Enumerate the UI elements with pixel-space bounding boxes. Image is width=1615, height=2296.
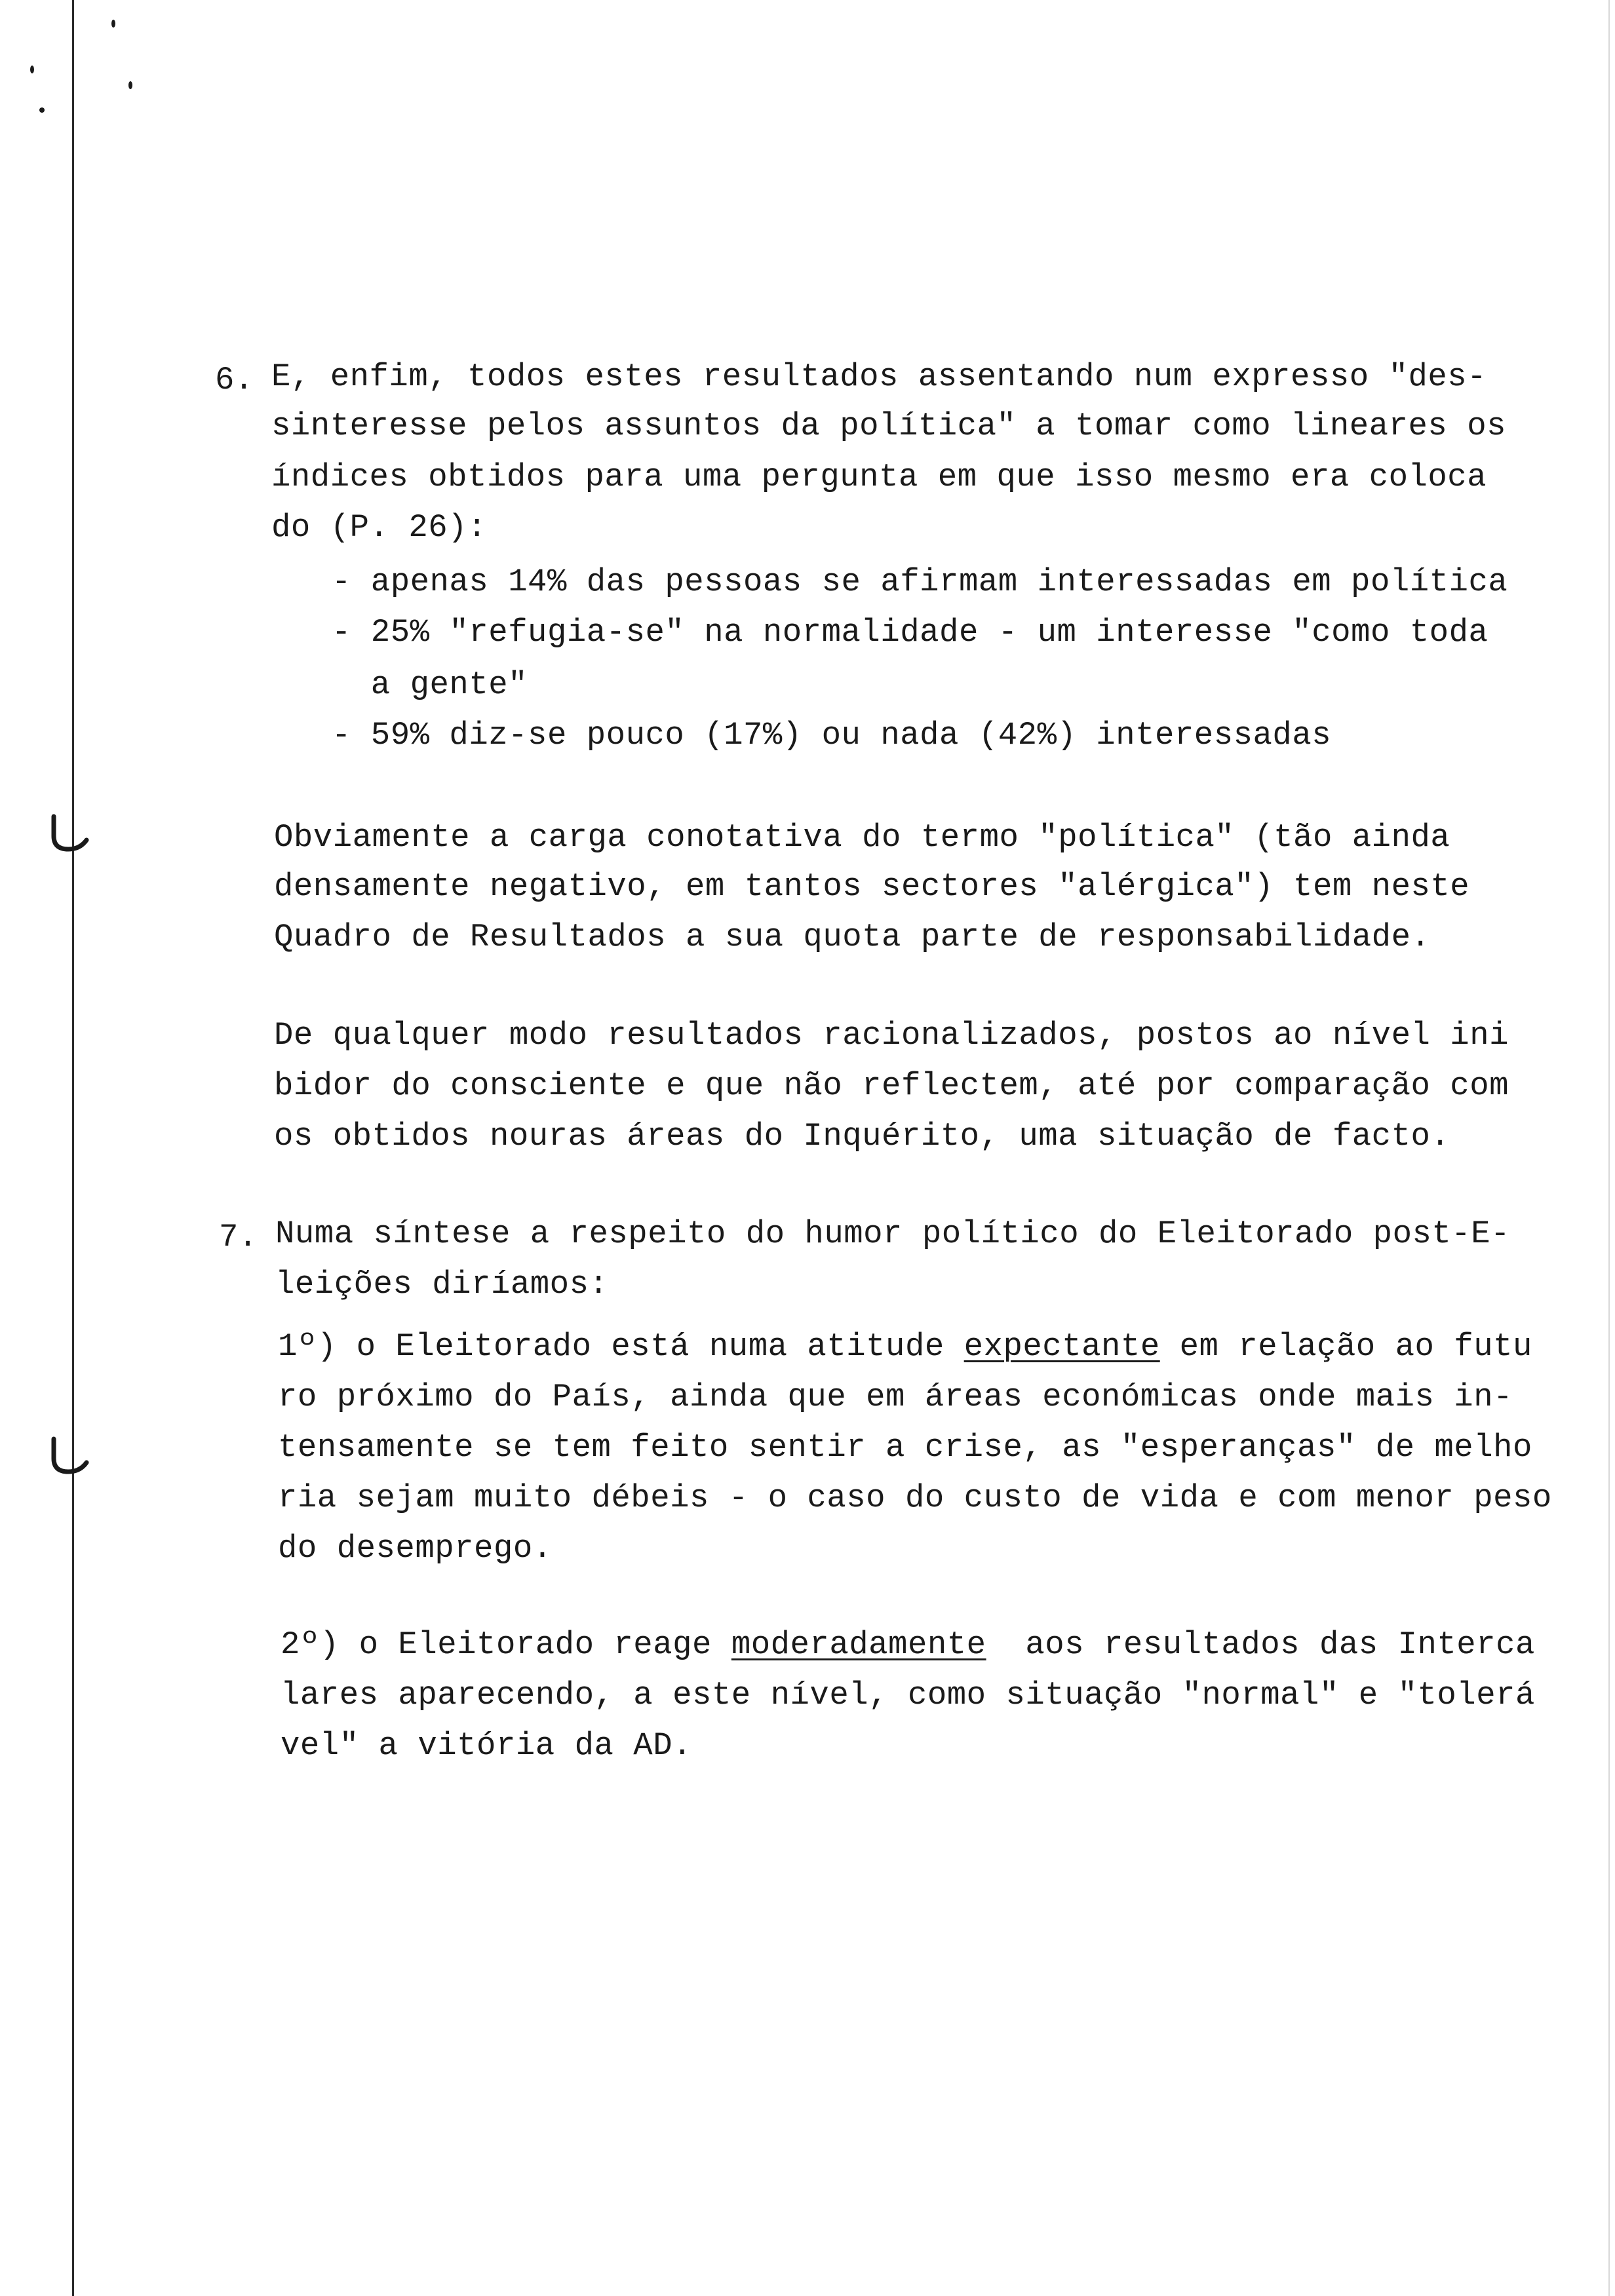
- item-number: 7.: [219, 1219, 258, 1255]
- speck-mark: [30, 66, 34, 73]
- text-line: do desemprego.: [278, 1530, 553, 1567]
- text-line: [278, 1327, 1532, 1366]
- right-page-edge: [1608, 0, 1610, 2296]
- bullet-item: - 25% "refugia-se" na normalidade - um interesse "como toda: [332, 614, 1489, 651]
- text-line: Numa síntese a respeito do humor político do Eleitorado post-E-: [275, 1215, 1511, 1252]
- text-line: ria sejam muito débeis - o caso do custo de vida e com menor peso: [278, 1480, 1552, 1516]
- text-line: Quadro de Resultados a sua quota parte de responsabilidade.: [274, 919, 1431, 955]
- text-line: densamente negativo, em tantos sectores "alérgica") tem neste: [274, 868, 1470, 905]
- left-margin-line: [72, 0, 74, 2296]
- binder-clip-icon: [46, 813, 92, 858]
- text-line: vel" a vitória da AD.: [281, 1727, 693, 1764]
- text-run: 1º) o Eleitorado está numa atitude: [278, 1328, 964, 1365]
- text-line: tensamente se tem feito sentir a crise, as "esperanças" de melho: [278, 1429, 1532, 1466]
- text-run: aos resultados das Interca: [986, 1626, 1535, 1663]
- text-line: ro próximo do País, ainda que em áreas económicas onde mais in-: [278, 1379, 1513, 1415]
- text-line: [281, 1625, 1535, 1664]
- text-line: os obtidos nouras áreas do Inquérito, uma situação de facto.: [274, 1118, 1450, 1155]
- text-line: sinteresse pelos assuntos da política" a tomar como lineares os: [271, 408, 1507, 444]
- text-line: índices obtidos para uma pergunta em que isso mesmo era coloca: [271, 459, 1487, 495]
- text-line: bidor do consciente e que não reflectem, até por comparação com: [274, 1067, 1509, 1104]
- underlined-word: expectante: [963, 1328, 1160, 1365]
- text-run: 2º) o Eleitorado reage: [281, 1626, 731, 1663]
- speck-mark: [128, 81, 132, 89]
- text-line: lares aparecendo, a este nível, como situação "normal" e "tolerá: [281, 1677, 1535, 1713]
- item-number: 6.: [215, 362, 254, 398]
- binder-clip-icon: [46, 1435, 92, 1481]
- text-line: leições diríamos:: [275, 1266, 609, 1303]
- bullet-item: - 59% diz-se pouco (17%) ou nada (42%) interessadas: [332, 717, 1332, 754]
- speck-mark: [111, 20, 115, 28]
- underlined-word: moderadamente: [731, 1626, 986, 1663]
- text-line: De qualquer modo resultados racionalizados, postos ao nível ini: [274, 1017, 1509, 1054]
- text-line: do (P. 26):: [271, 509, 487, 546]
- text-line: Obviamente a carga conotativa do termo "política" (tão ainda: [274, 819, 1450, 856]
- text-run: em relação ao futu: [1159, 1328, 1532, 1365]
- bullet-item: a gente": [332, 666, 528, 703]
- bullet-item: - apenas 14% das pessoas se afirmam interessadas em política: [332, 564, 1508, 600]
- speck-mark: [39, 107, 45, 113]
- text-line: E, enfim, todos estes resultados assentando num expresso "des-: [271, 358, 1487, 395]
